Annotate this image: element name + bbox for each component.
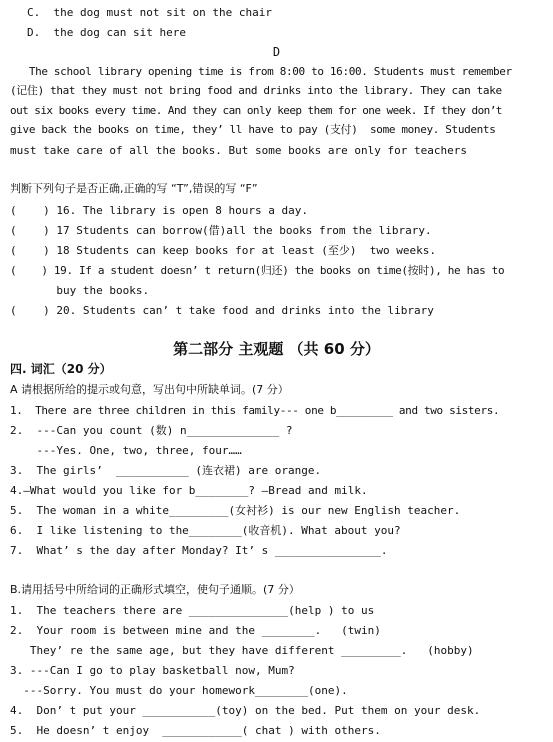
passage-line-2: (记住) that they must not bring food and drinks into the library. They can take — [10, 84, 502, 97]
option-c: C. the dog must not sit on the chair — [27, 6, 273, 19]
part-a-item-2-answer: ---Yes. One, two, three, four…… — [10, 444, 242, 457]
part-b-item-5: 5. He doesn’ t enjoy ____________( chat ) with others. — [10, 724, 381, 737]
tf-item-16: ( ) 16. The library is open 8 hours a day. — [10, 204, 309, 217]
passage-line-5: must take care of all the books. But some books are only for teachers — [10, 144, 467, 157]
part-b-item-2: 2. Your room is between mine and the ________. (twin) — [10, 624, 381, 637]
part-b-item-3: 3. ---Can I go to play basketball now, Mum? — [10, 664, 295, 677]
part-b-instruction: B.请用括号中所给词的正确形式填空，使句子通顺。(7 分） — [10, 583, 300, 596]
part-b-item-4: 4. Don’ t put your ___________(toy) on the bed. Put them on your desk. — [10, 704, 481, 717]
part-a-item-5: 5. The woman in a white_________(女衬衫) is our new English teacher. — [10, 504, 461, 517]
part-b-item-2-continued: They’ re the same age, but they have different _________. (hobby) — [10, 644, 474, 657]
part-a-item-2: 2. ---Can you count (数) n______________ ? — [10, 424, 293, 437]
tf-item-20: ( ) 20. Students can’ t take food and drinks into the library — [10, 304, 434, 317]
passage-line-1: The school library opening time is from 8:00 to 16:00. Students must remember — [10, 65, 512, 78]
tf-item-19-continued: buy the books. — [10, 284, 150, 297]
part-two-title: 第二部分 主观题 （共 60 分） — [173, 340, 380, 358]
part-b-item-1: 1. The teachers there are _______________(help ) to us — [10, 604, 375, 617]
part-a-item-4: 4.—What would you like for b________? —Bread and milk. — [10, 484, 368, 497]
passage-line-4: give back the books on time, they’ ll have to pay (支付) some money. Students — [10, 123, 496, 136]
true-false-instruction: 判断下列句子是否正确,正确的写 “T”,错误的写 “F” — [10, 182, 258, 195]
tf-item-17: ( ) 17 Students can borrow(借)all the books from the library. — [10, 224, 432, 237]
part-a-instruction: A 请根据所给的提示或句意，写出句中所缺单词。(7 分） — [10, 383, 289, 396]
section-four-title: 四. 词汇（20 分） — [10, 362, 112, 376]
tf-item-19: ( ) 19. If a student doesn’ t return(归还) the books on time(按时), he has to — [10, 264, 505, 277]
passage-line-3: out six books every time. And they can only keep them for one week. If they don’t — [10, 104, 502, 117]
part-a-item-3: 3. The girls’ ___________ (连衣裙) are orange. — [10, 464, 322, 477]
option-d: D. the dog can sit here — [27, 26, 186, 39]
tf-item-18: ( ) 18 Students can keep books for at least (至少) two weeks. — [10, 244, 436, 257]
part-a-item-6: 6. I like listening to the________(收音机). What about you? — [10, 524, 401, 537]
part-a-item-7: 7. What’ s the day after Monday? It’ s ________________. — [10, 544, 388, 557]
part-a-item-1: 1. There are three children in this family--- one b_________ and two sisters. — [10, 404, 500, 417]
part-b-item-3-answer: ---Sorry. You must do your homework________(one). — [10, 684, 348, 697]
passage-d-label: D — [272, 45, 281, 59]
